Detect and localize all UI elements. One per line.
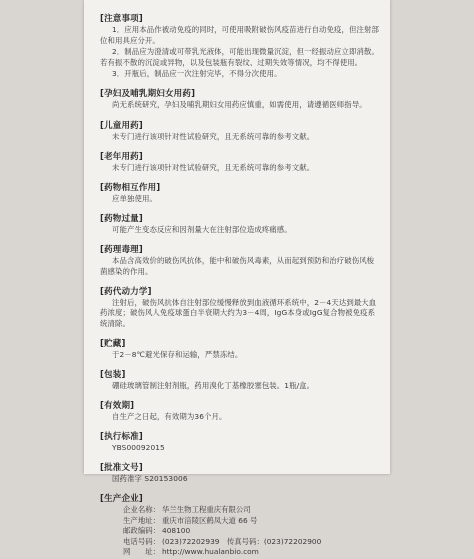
manufacturer-value: 华兰生物工程重庆有限公司 (162, 505, 251, 515)
section-header: [儿童用药] (100, 120, 143, 131)
leaflet-content (100, 6, 380, 559)
manufacturer-label: 网 址： (123, 547, 160, 556)
section (100, 81, 380, 111)
section-header: [孕妇及哺乳期妇女用药] (100, 89, 196, 100)
manufacturer-label: 企业名称： (123, 505, 160, 515)
section-paragraph: 可能产生变态反应和因剂量大在注射部位造成疼痛感。 (112, 224, 292, 234)
section-paragraph: 2．制品应为澄清或可带乳光液体，可能出现微量沉淀，但一经振动应立即消散。若有振不散的沉淀或异物，以及包装瓶有裂纹、过期失效等情况，均不得使用。 (100, 47, 379, 67)
manufacturer-row (100, 537, 380, 547)
section-header: [有效期] (100, 401, 135, 412)
section-paragraph: 1．应用本品作被动免疫的同时，可使用吸附破伤风疫苗进行自动免疫，但注射部位和用具应分开。 (100, 25, 379, 45)
section (100, 113, 380, 143)
manufacturer-value: 408100 (162, 526, 191, 536)
section-paragraph: 未专门进行该项针对性试验研究，且无系统可靠的参考文献。 (112, 131, 315, 141)
manufacturer-label: 邮政编码： (123, 526, 160, 536)
manufacturer-label: 生产地址： (123, 515, 160, 525)
manufacturer-value: 重庆市涪陵区鹤凤大道 66 号 (162, 515, 258, 525)
manufacturer-row (100, 547, 380, 557)
manufacturer-row (100, 505, 380, 515)
section-paragraph: 3．开瓶后，制品应一次注射完毕，不得分次使用。 (112, 69, 282, 79)
manufacturer-value: http://www.hualanbio.com (162, 547, 259, 556)
section (100, 424, 380, 454)
leaflet-page (84, 0, 390, 556)
section-header: [老年用药] (100, 151, 143, 162)
section-paragraph: YBS00092015 (112, 443, 165, 453)
section-paragraph: 本品含高效价的破伤风抗体，能中和破伤风毒素，从而起到预防和治疗破伤风梭菌感染的作用。 (100, 255, 375, 276)
section-header: [贮藏] (100, 338, 126, 349)
section-header: [批准文号] (100, 463, 143, 474)
section-header: [药物相互作用] (100, 182, 161, 193)
section-header: [执行标准] (100, 432, 143, 443)
section-paragraph: 硼硅玻璃管制注射剂瓶，药用溴化丁基橡胶塞包装。1瓶/盒。 (112, 381, 315, 390)
section-header: [生产企业] (100, 494, 143, 505)
section-header: [药代动力学] (100, 286, 152, 297)
section (100, 6, 380, 80)
manufacturer-label: 电话号码： (123, 536, 160, 546)
section-header: [注意事项] (100, 14, 143, 24)
section (100, 144, 380, 174)
section-header: [药物过量] (100, 213, 143, 224)
section (100, 175, 380, 205)
manufacturer-row (100, 526, 380, 536)
manufacturer-row (100, 516, 380, 526)
section (100, 455, 380, 485)
manufacturer-section (100, 486, 380, 557)
section-header: [包装] (100, 370, 126, 380)
section (100, 237, 380, 277)
section-paragraph: 国药准字 S20153006 (112, 474, 188, 484)
section-paragraph: 自生产之日起，有效期为36个月。 (112, 412, 227, 422)
section-paragraph: 注射后，破伤风抗体自注射部位缓慢释放到血液循环系统中，2－4天达到最大血药浓度；破伤风人免疫球蛋白半衰期大约为3－4周，IgG本身或IgG复合物被免疫系统清除。 (100, 297, 377, 328)
section (100, 393, 380, 423)
section-paragraph: 未专门进行该项针对性试验研究，且无系统可靠的参考文献。 (112, 162, 315, 172)
section-header: [药理毒理] (100, 244, 143, 255)
section (100, 331, 380, 361)
section (100, 279, 380, 330)
manufacturer-value: (023)72202939 传真号码：(023)72202900 (162, 536, 322, 546)
section-paragraph: 尚无系统研究，孕妇及哺乳期妇女用药应慎重，如需使用，请遵循医师指导。 (112, 100, 367, 110)
section (100, 206, 380, 236)
section-paragraph: 应单独使用。 (112, 193, 157, 203)
section-paragraph: 于2－8℃避光保存和运输，严禁冻结。 (112, 349, 243, 359)
section (100, 362, 380, 392)
